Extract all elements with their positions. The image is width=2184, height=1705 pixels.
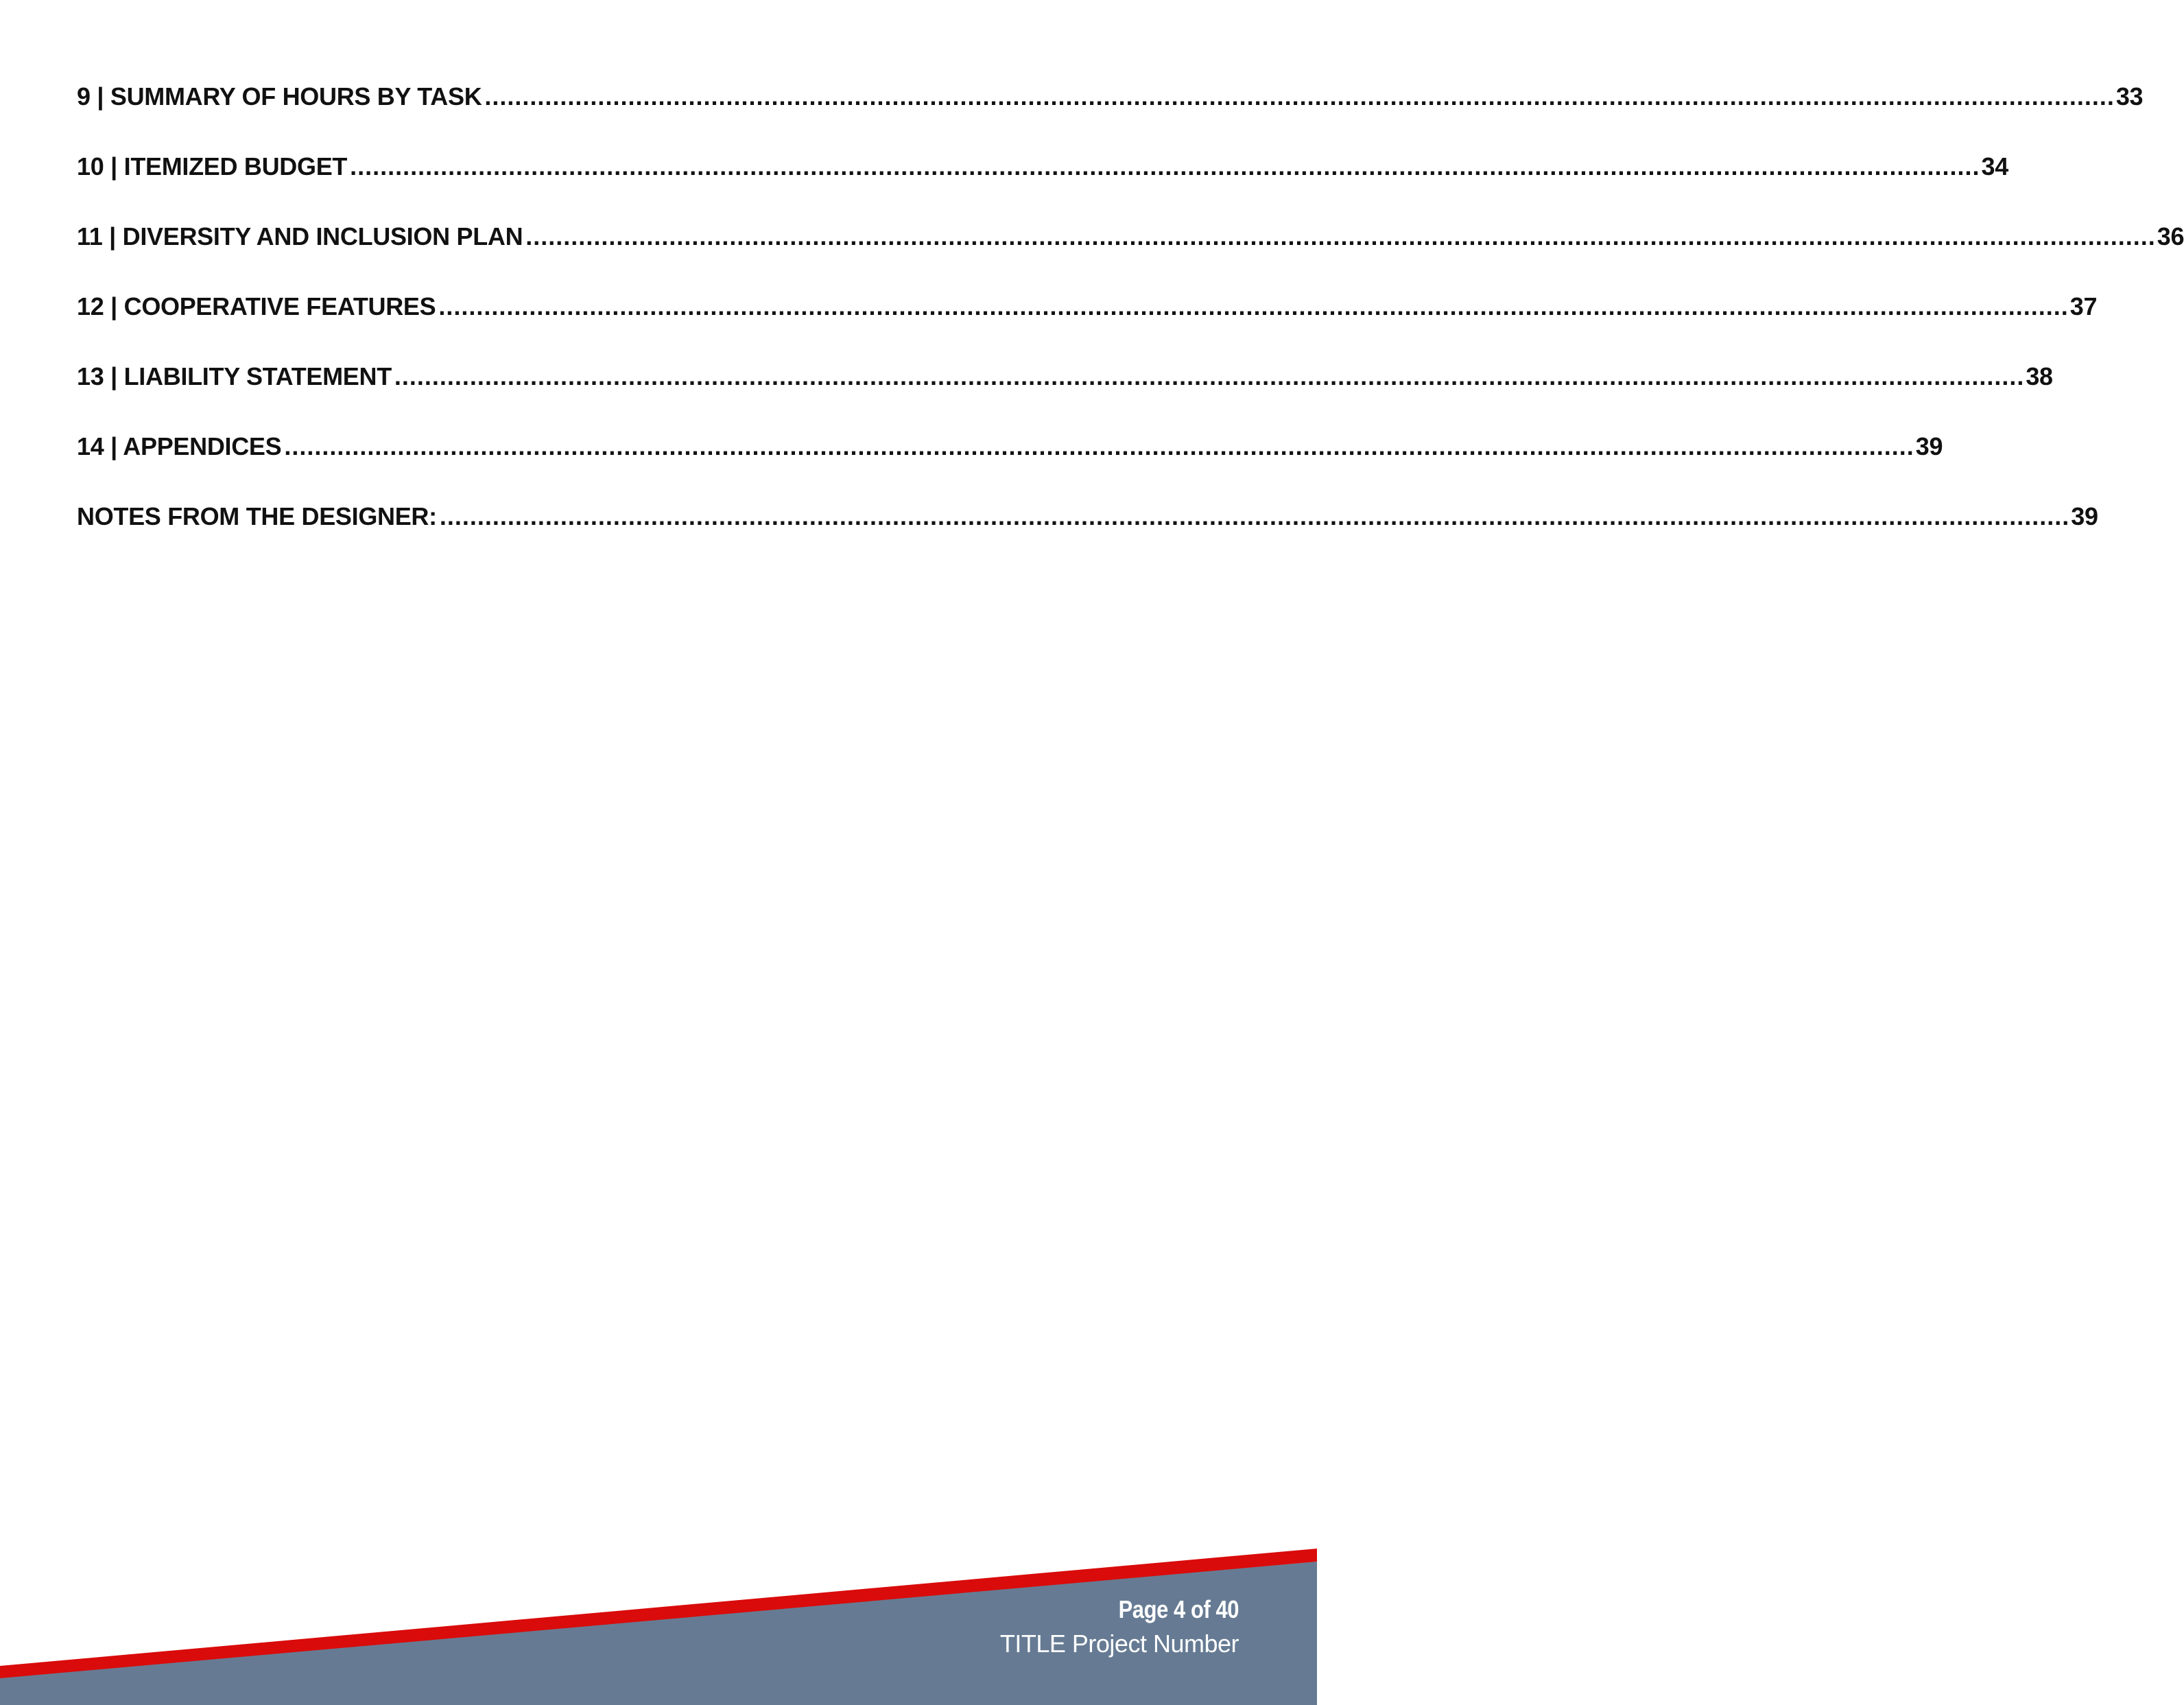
- toc-entry-14[interactable]: [77, 427, 1943, 461]
- toc-dot-leader: ........................................................................................................................................................................................................................: [439, 502, 2070, 530]
- footer-project-title: TITLE Project Number: [999, 1630, 1239, 1658]
- toc-entry-10[interactable]: [77, 147, 2008, 181]
- toc-entry-title: 10 | ITEMIZED BUDGET: [77, 152, 348, 180]
- footer-page-number: Page 4 of 40: [1118, 1595, 1239, 1623]
- toc-entry-12[interactable]: [77, 287, 2098, 321]
- toc-entry-page: 37: [2069, 292, 2098, 320]
- toc-entry-title: 12 | COOPERATIVE FEATURES: [77, 292, 436, 320]
- toc-entry-notes[interactable]: [77, 497, 2098, 531]
- toc-entry-9[interactable]: [77, 77, 2144, 111]
- toc-entry-title: 14 | APPENDICES: [77, 432, 282, 460]
- toc-entry-page: 38: [2026, 362, 2053, 390]
- toc-dot-leader: ........................................................................................................................................................................................................................: [350, 152, 1980, 180]
- toc-entry-13[interactable]: [77, 357, 2053, 391]
- toc-dot-leader: ........................................................................................................................................................................................................................: [394, 362, 2025, 390]
- toc-entry-title: 11 | DIVERSITY AND INCLUSION PLAN: [77, 222, 523, 250]
- toc-entry-title: 9 | SUMMARY OF HOURS BY TASK: [77, 82, 482, 110]
- toc-dot-leader: ........................................................................................................................................................................................................................: [438, 292, 2069, 320]
- toc-entry-page: 39: [1915, 432, 1943, 460]
- toc-entry-page: 36: [2157, 222, 2184, 250]
- toc-dot-leader: ........................................................................................................................................................................................................................: [484, 82, 2115, 110]
- toc-entry-page: 39: [2071, 502, 2098, 530]
- toc-entry-page: 34: [1981, 152, 2008, 180]
- toc-dot-leader: ........................................................................................................................................................................................................................: [525, 222, 2156, 250]
- toc-entry-title: 13 | LIABILITY STATEMENT: [77, 362, 392, 390]
- toc-entry-11[interactable]: [77, 217, 2184, 251]
- toc-entry-page: 33: [2115, 82, 2144, 110]
- toc-dot-leader: ........................................................................................................................................................................................................................: [284, 432, 1914, 460]
- toc-entry-title: NOTES FROM THE DESIGNER:: [77, 502, 437, 530]
